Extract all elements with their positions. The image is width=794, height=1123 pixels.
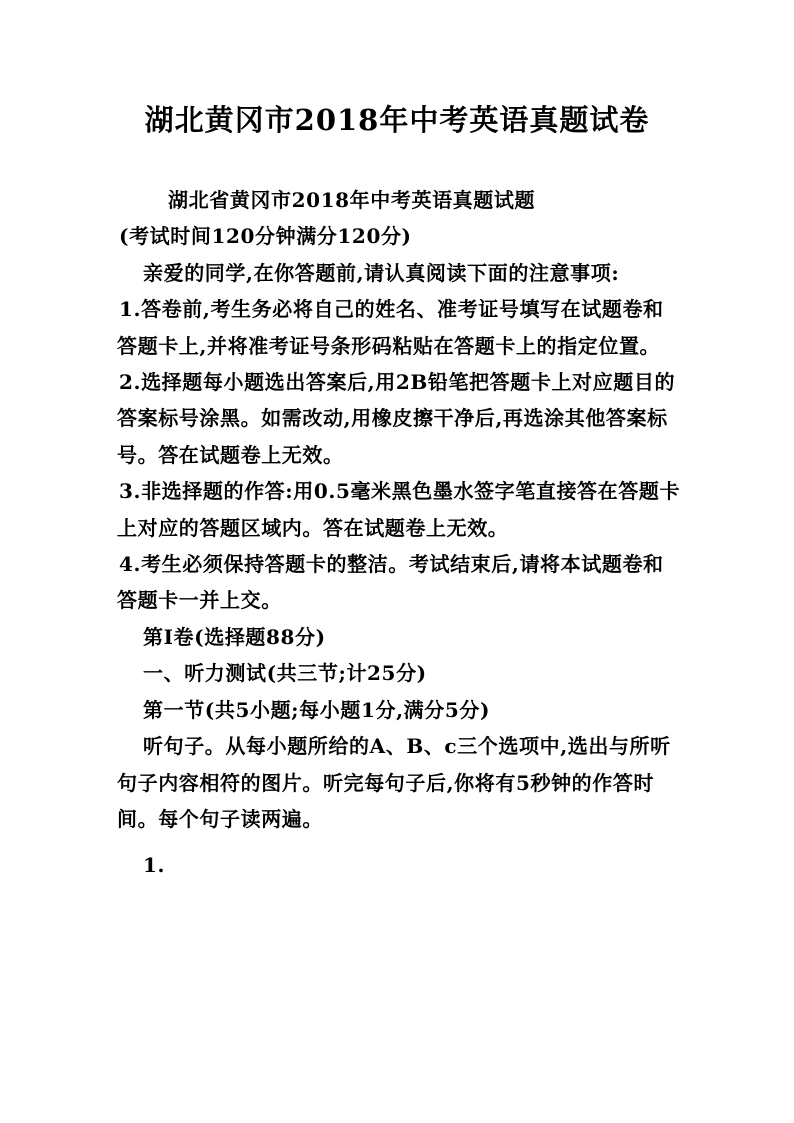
section-one-instructions: 听句子。从每小题所给的A、B、c三个选项中,选出与所听句子内容相符的图片。听完每句子后,你将有5秒钟的作答时间。每个句子读两遍。 — [117, 734, 671, 831]
instruction-1: 1.答卷前,考生务必将自己的姓名、准考证号填写在试题卷和答题卡上,并将准考证号条形码粘贴在答题卡上的指定位置。 — [117, 297, 664, 358]
instruction-3: 3.非选择题的作答:用0.5毫米黑色墨水签字笔直接答在答题卡上对应的答题区域内。答在试题卷上无效。 — [117, 479, 681, 540]
part-one-heading: 第Ⅰ卷(选择题88分) — [143, 624, 326, 649]
instruction-4: 4.考生必须保持答题卡的整洁。考试结束后,请将本试题卷和答题卡一并上交。 — [117, 552, 664, 613]
exam-heading: 湖北省黄冈市2018年中考英语真题试题 — [168, 188, 536, 212]
instructions-intro: 亲爱的同学,在你答题前,请认真阅读下面的注意事项: — [143, 260, 620, 285]
exam-duration: (考试时间120分钟满分120分) — [119, 224, 412, 249]
section-one-heading: 第一节(共5小题;每小题1分,满分5分) — [143, 697, 491, 722]
question-1-number: 1. — [143, 853, 166, 878]
document-body — [117, 182, 682, 884]
listening-section-heading: 一、听力测试(共三节;计25分) — [143, 661, 427, 686]
instruction-2: 2.选择题每小题选出答案后,用2B铅笔把答题卡上对应题目的答案标号涂黑。如需改动,用橡皮擦干净后,再选涂其他答案标号。答在试题卷上无效。 — [117, 370, 676, 467]
document-title: 湖北黄冈市2018年中考英语真题试卷 — [144, 103, 650, 137]
